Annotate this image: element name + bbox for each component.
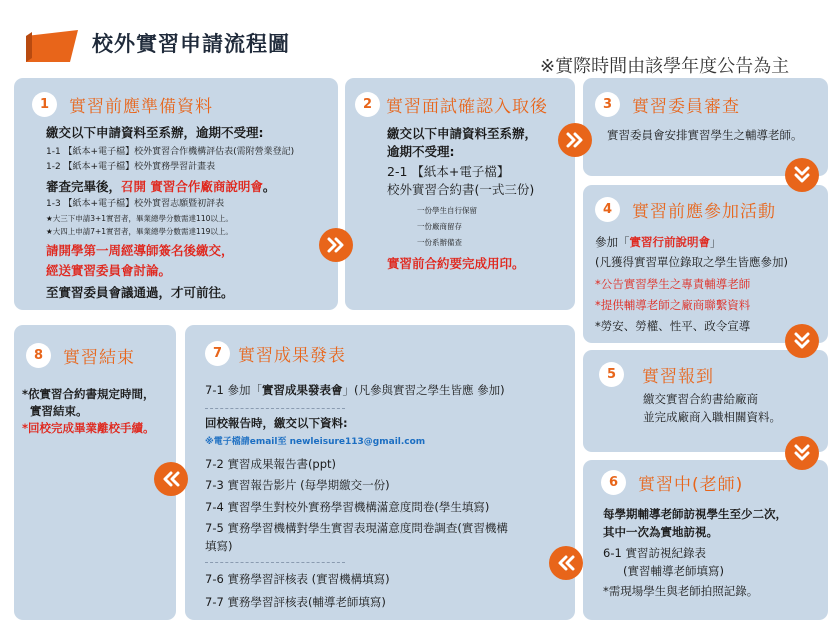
step-7-header [205,341,346,366]
step-7-line: 7-6 實務學習評核表 (實習機構填寫) [205,572,390,586]
right-arrow-icon [319,228,353,262]
divider [205,408,345,409]
step-1-line: 經送實習委員會討論。 [46,263,172,278]
step-1-header [32,92,213,117]
step-1-briefing-line: 審查完畢後，召開 實習合作廠商說明會。 [46,179,276,194]
step-3-header [595,92,740,117]
step-5-line: 並完成廠商入職相關資料。 [643,410,781,424]
step-4-line: *公告實習學生之專責輔導老師 [595,277,751,291]
step-2-line: 繳交以下申請資料至系辦， [387,126,538,141]
step-7-line: 回校報告時，繳交以下資料: [205,416,348,430]
step-8-line: *回校完成畢業離校手續。 [22,421,155,435]
step-4-briefing-line: 參加「實習行前說明會」 [595,235,722,249]
step-8-title: 實習結束 [63,348,135,368]
step-1-panel [14,78,338,310]
step-4-title: 實習前應參加活動 [632,202,776,222]
schedule-note: ※實際時間由該學年度公告為主 [540,56,790,77]
step-1-line: 1-2 【紙本+電子檔】校外實務學習計畫表 [46,162,216,172]
step-4-line: (凡獲得實習單位錄取之學生皆應參加) [595,255,788,269]
step-5-title: 實習報到 [642,367,714,387]
step-8-header [26,343,135,368]
step-1-title: 實習前應準備資料 [69,97,213,117]
step-7-line: 7-5 實務學習機構對學生實習表現滿意度問卷調查(實習機構 [205,521,508,535]
left-arrow-icon [154,462,188,496]
step-7-line: 7-3 實習報告影片 (每學期繳交一份) [205,478,390,492]
left-arrow-icon [549,546,583,580]
step-7-panel [185,325,575,620]
step-3-number: 3 [595,92,620,117]
logo-flag-icon [20,28,80,64]
step-1-line: 至實習委員會議通過，才可前往。 [46,285,234,300]
down-arrow-icon [785,324,819,358]
step-5-line: 繳交實習合約書給廠商 [643,392,758,406]
step-7-presentation-line: 7-1 參加「實習成果發表會」(凡參與實習之學生皆應 參加) [205,383,505,397]
step-7-email-line: ※電子檔請email至 newleisure113@gmail.com [205,437,426,447]
step-2-line: 一份學生自行保留 [417,206,477,215]
step-2-line: 實習前合約要完成用印。 [387,256,525,271]
step-5-header [599,362,714,387]
step-7-number: 7 [205,341,230,366]
step-5-number: 5 [599,362,624,387]
step-7-title: 實習成果發表 [238,346,346,366]
step-2-title: 實習面試確認入取後 [386,97,548,117]
step-2-line: 逾期不受理: [387,144,455,159]
step-2-line: 2-1 【紙本+電子檔】 [387,164,510,179]
step-6-line: (實習輔導老師填寫) [623,564,724,578]
step-2-line: 一份系辦備查 [417,238,462,247]
step-7-line: 填寫) [205,539,233,553]
step-2-line: 一份廠商留存 [417,222,462,231]
step-4-line: *提供輔導老師之廠商聯繫資料 [595,298,751,312]
divider [205,562,345,563]
step-2-number: 2 [355,92,380,117]
down-arrow-icon [785,436,819,470]
page-title: 校外實習申請流程圖 [92,32,290,56]
step-1-line: 繳交以下申請資料至系辦，逾期不受理: [46,125,264,140]
step-4-number: 4 [595,197,620,222]
step-1-line: 1-3 【紙本+電子檔】校外實習志願暨初評表 [46,199,225,209]
step-3-title: 實習委員審查 [632,97,740,117]
step-6-header [601,470,743,495]
step-1-line: 請開學第一周經導師簽名後繳交， [46,243,234,258]
step-1-line: ★大三下申請3+1實習者，畢業總學分數需達110以上。 [46,214,233,223]
step-8-line: 實習結束。 [22,404,88,418]
step-6-line: 其中一次為實地訪視。 [603,525,718,539]
step-4-header [595,197,776,222]
right-arrow-icon [558,123,592,157]
step-1-number: 1 [32,92,57,117]
step-2-header [355,92,548,117]
step-3-line: 實習委員會安排實習學生之輔導老師。 [607,128,803,142]
step-4-line: *勞安、勞權、性平、政令宣導 [595,319,751,333]
step-1-line: ★大四上申請7+1實習者，畢業總學分數需達119以上。 [46,227,233,236]
down-arrow-icon [785,158,819,192]
step-5-panel [583,350,828,452]
step-6-number: 6 [601,470,626,495]
step-6-panel [583,460,828,620]
step-8-number: 8 [26,343,51,368]
step-8-panel [14,325,176,620]
step-6-line: *需現場學生與老師拍照記錄。 [603,584,759,598]
step-7-line: 7-2 實習成果報告書(ppt) [205,457,337,471]
step-7-line: 7-4 實習學生對校外實務學習機構滿意度問卷(學生填寫) [205,500,490,514]
step-6-line: 每學期輔導老師訪視學生至少二次， [603,507,787,521]
step-4-panel [583,185,828,343]
step-6-line: 6-1 實習訪視紀錄表 [603,546,706,560]
step-7-line: 7-7 實務學習評核表(輔導老師填寫) [205,595,386,609]
step-2-line: 校外實習合約書(一式三份) [387,182,535,197]
step-6-title: 實習中(老師) [638,475,744,495]
step-2-panel [345,78,575,310]
step-8-line: *依實習合約書規定時間， [22,387,155,401]
step-1-line: 1-1 【紙本+電子檔】校外實習合作機構評估表(需附營業登記) [46,147,295,157]
